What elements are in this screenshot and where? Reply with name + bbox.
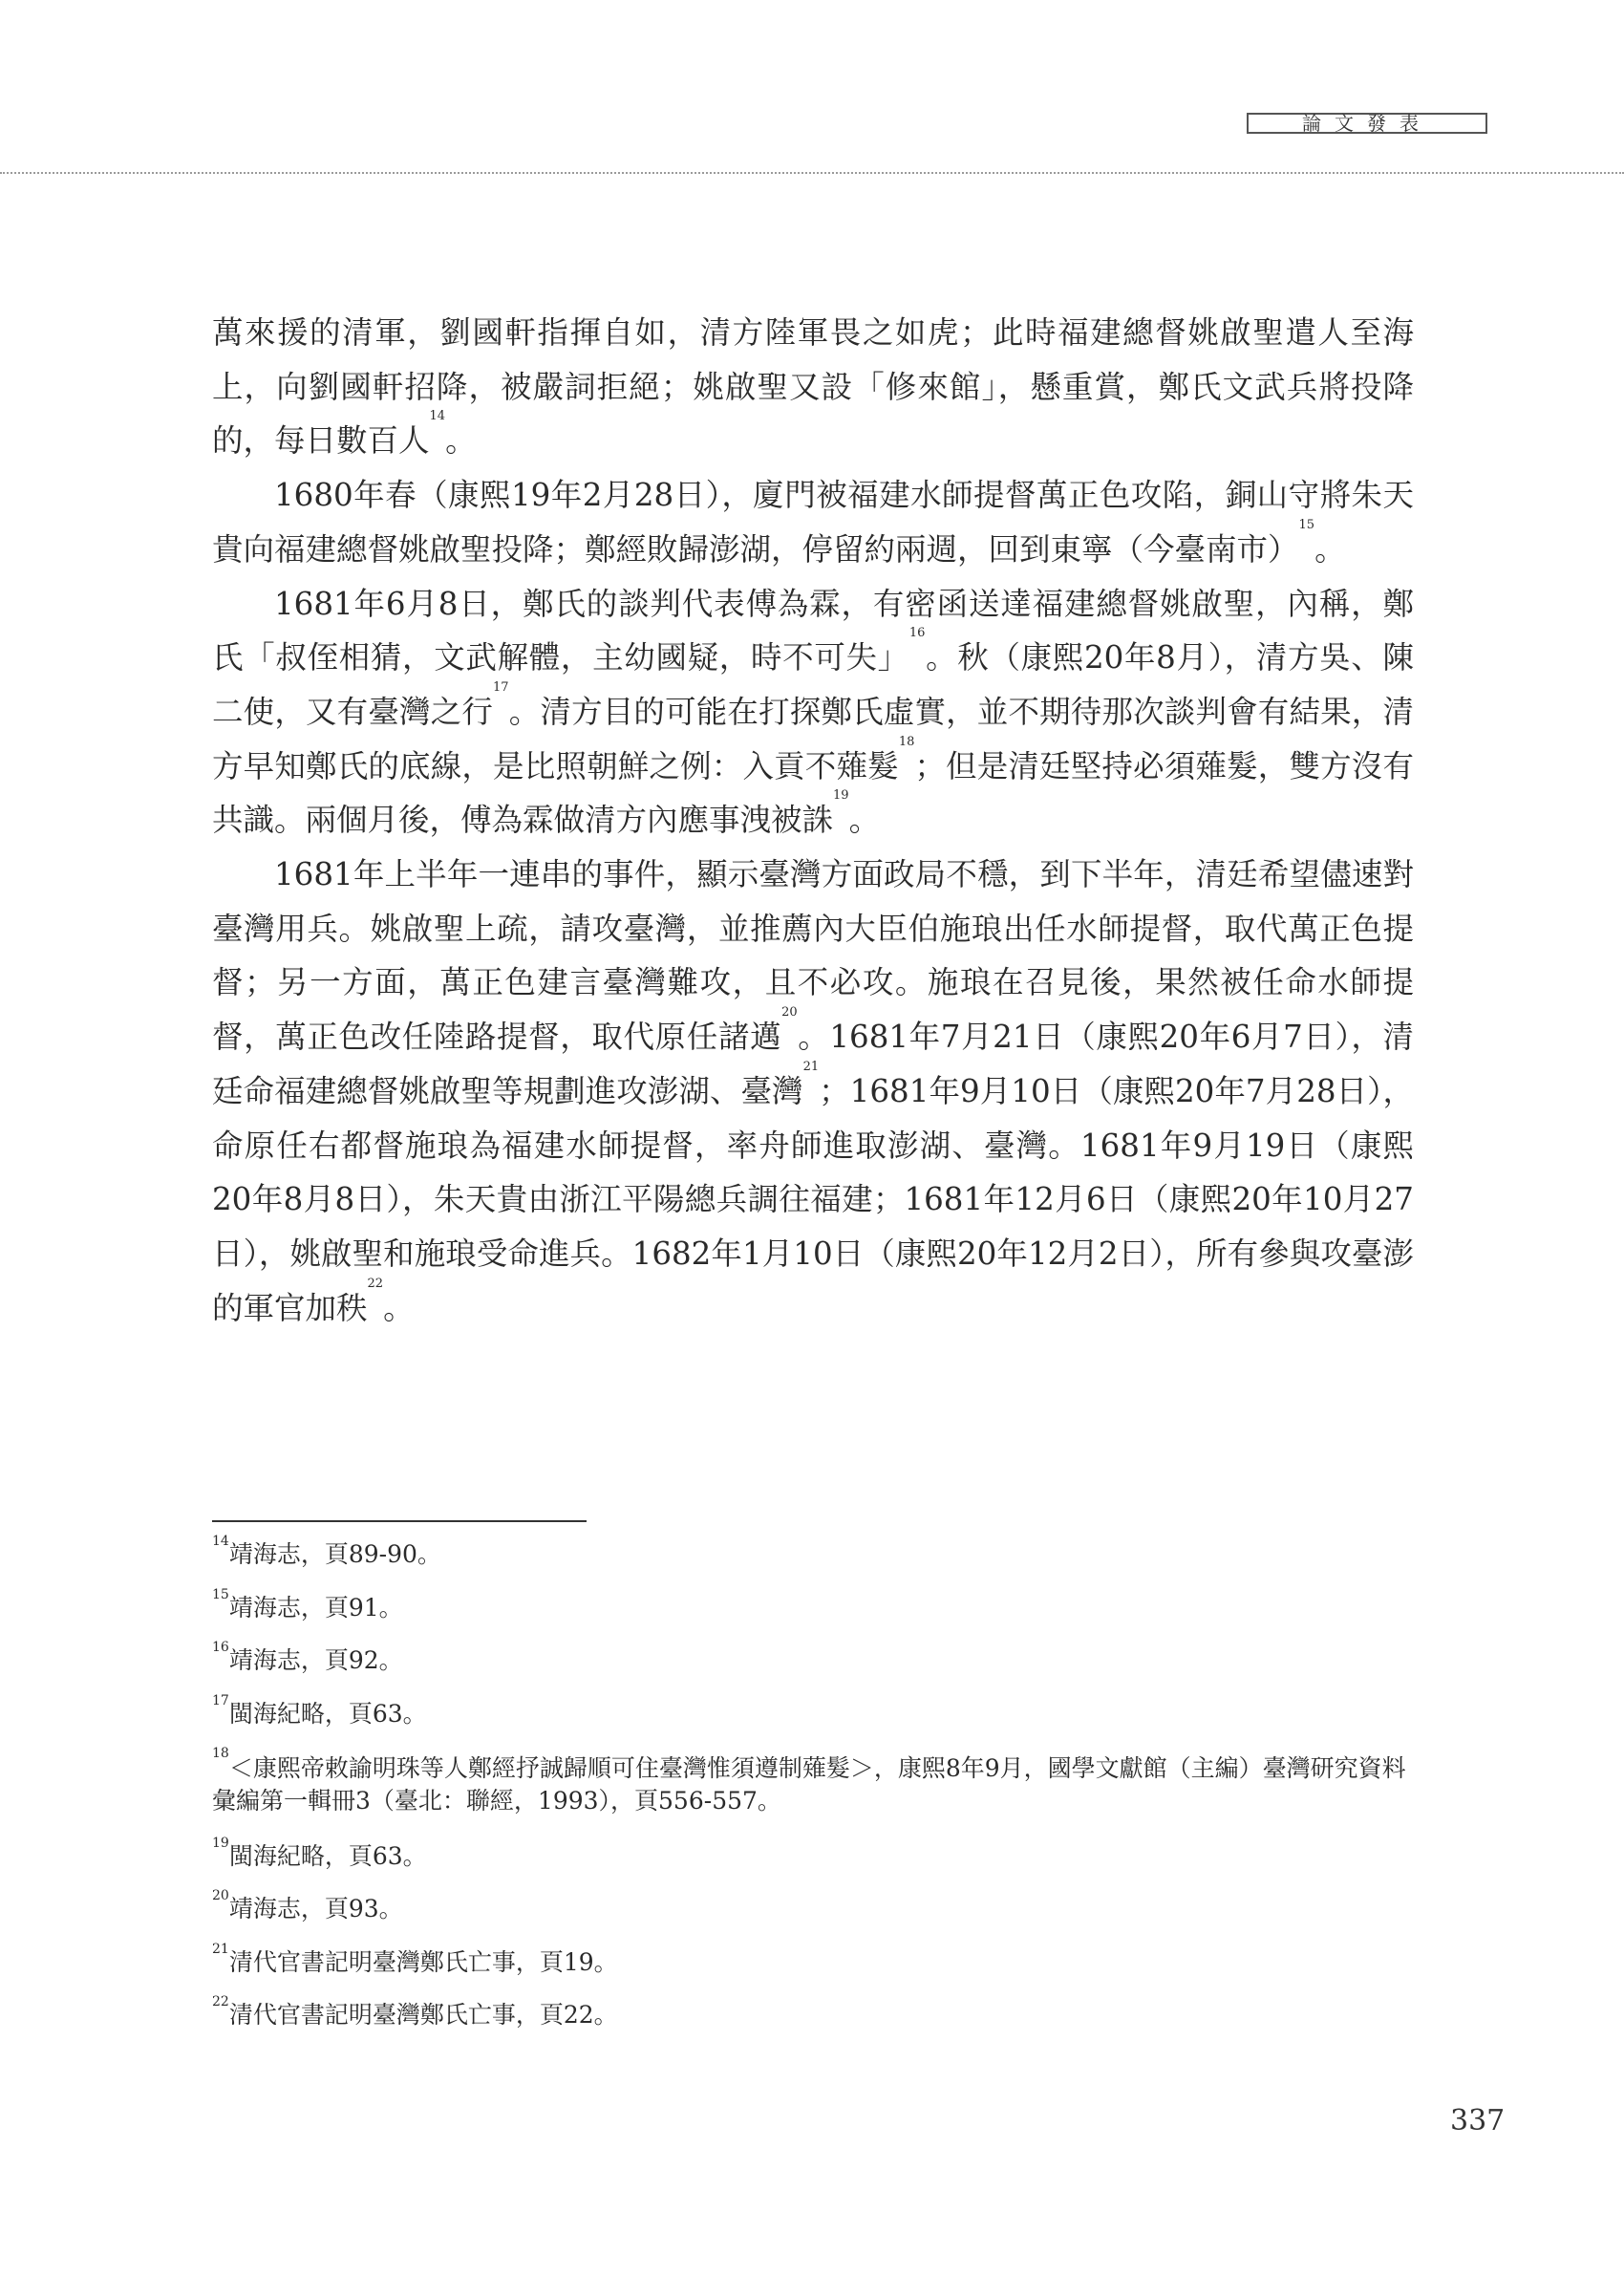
section-header-text: 論文發表 [1302, 112, 1432, 135]
body-text [212, 306, 1414, 1335]
page-number: 337 [1450, 2104, 1506, 2137]
footnote-reference: 16 [908, 626, 926, 641]
footnote-item [212, 1746, 1414, 1817]
footnote-number: 21 [212, 1941, 229, 1957]
body-paragraph [212, 848, 1414, 1335]
footnote-reference: 18 [898, 734, 915, 749]
footnote-text: 閩海紀略，頁63。 [228, 1699, 427, 1728]
footnote-divider [212, 1520, 587, 1522]
footnote-text: 清代官書記明臺灣鄭氏亡事，頁19。 [228, 1947, 618, 1976]
footnote-text: 靖海志，頁89-90。 [228, 1540, 441, 1568]
body-paragraph [212, 468, 1414, 576]
paragraph-text: 。 [445, 422, 477, 460]
footnote-item [212, 1640, 1414, 1675]
footnote-item [212, 1534, 1414, 1569]
footnote-number: 15 [212, 1586, 229, 1602]
section-header-label [1247, 113, 1487, 134]
footnote-number: 16 [212, 1640, 229, 1655]
footnote-text: ＜康熙帝敕諭明珠等人鄭經抒誠歸順可住臺灣惟須遵制薙髮＞，康熙8年9月，國學文獻館（主編）臺灣研究資料彙編第一輯冊3（臺北：聯經，1993），頁556-557。 [212, 1754, 1406, 1815]
footnote-number: 19 [212, 1835, 229, 1851]
paragraph-text: 。1681年7月21日（康熙20年6月7日），清廷命福建總督姚啟聖等規劃進攻澎湖、臺灣 [212, 1019, 1414, 1109]
footnote-text: 靖海志，頁91。 [228, 1593, 403, 1622]
footnote-reference: 19 [833, 788, 849, 804]
paragraph-text: 。秋（康熙20年8月），清方吳、陳二使，又有臺灣之行 [212, 639, 1414, 730]
footnote-reference: 21 [802, 1059, 820, 1074]
footnote-text: 靖海志，頁92。 [228, 1646, 403, 1674]
footnote-number: 22 [212, 1994, 229, 2009]
footnote-item [212, 1888, 1414, 1923]
body-paragraph [212, 306, 1414, 468]
body-paragraph [212, 577, 1414, 849]
footnote-number: 20 [212, 1888, 229, 1903]
paragraph-text: 1681年6月8日，鄭氏的談判代表傅為霖，有密函送達福建總督姚啟聖，內稱，鄭氏「叔侄相猜，文武解體，主幼國疑，時不可失」 [212, 585, 1414, 677]
footnote-text: 清代官書記明臺灣鄭氏亡事，頁22。 [228, 2001, 618, 2029]
footnote-item [212, 1692, 1414, 1729]
paragraph-text: 。清方目的可能在打探鄭氏虛實，並不期待那次談判會有結果，清方早知鄭氏的底線，是比照朝鮮之例：入貢不薙髮 [212, 693, 1414, 784]
paragraph-text: 1681年上半年一連串的事件，顯示臺灣方面政局不穩，到下半年，清廷希望儘速對臺灣用兵。姚啟聖上疏，請攻臺灣，並推薦內大臣伯施琅出任水師提督，取代萬正色提督；另一方面，萬正色建言臺灣難攻，且不必攻。施琅在召見後，果然被任命水師提督，萬正色改任陸路提督，取代原任諸邁 [212, 856, 1414, 1056]
footnote-number: 14 [212, 1534, 229, 1549]
paragraph-text: 萬來援的清軍，劉國軒指揮自如，清方陸軍畏之如虎；此時福建總督姚啟聖遣人至海上，向劉國軒招降，被嚴詞拒絕；姚啟聖又設「修來館」，懸重賞，鄭氏文武兵將投降的，每日數百人 [212, 314, 1414, 460]
footnote-reference: 22 [367, 1276, 384, 1291]
footnote-item [212, 1941, 1414, 1977]
paragraph-text: 。 [383, 1289, 415, 1326]
paragraph-text: ；1681年9月10日（康熙20年7月28日），命原任右都督施琅為福建水師提督，率舟師進取澎湖、臺灣。1681年9月19日（康熙20年8月8日），朱天貴由浙江平陽總兵調往福建；1681年12月6日（康熙20年10月27日），姚啟聖和施琅受命進兵。1682年1月10日（康熙20年12月2日），所有參與攻臺澎的軍官加秩 [212, 1072, 1414, 1326]
footnote-number: 18 [212, 1746, 229, 1761]
footnote-reference: 20 [781, 1005, 798, 1020]
header-dotted-divider [0, 172, 1624, 174]
footnote-text: 靖海志，頁93。 [228, 1895, 403, 1923]
footnote-number: 17 [212, 1692, 229, 1708]
footnotes [212, 1534, 1414, 2054]
footnote-reference: 17 [493, 679, 509, 695]
footnote-text: 閩海紀略，頁63。 [228, 1841, 427, 1870]
footnote-item [212, 1994, 1414, 2030]
footnote-item [212, 1586, 1414, 1622]
footnote-reference: 14 [429, 409, 446, 424]
footnote-reference: 15 [1298, 517, 1315, 532]
paragraph-text: 1680年春（康熙19年2月28日），廈門被福建水師提督萬正色攻陷，銅山守將朱天貴向福建總督姚啟聖投降；鄭經敗歸澎湖，停留約兩週，回到東寧（今臺南市） [212, 477, 1414, 568]
paragraph-text: 。 [848, 802, 881, 839]
paragraph-text: ；但是清廷堅持必須薙髮，雙方沒有共識。兩個月後，傅為霖做清方內應事洩被誅 [212, 747, 1414, 839]
paragraph-text: 。 [1314, 530, 1346, 568]
footnote-item [212, 1835, 1414, 1871]
